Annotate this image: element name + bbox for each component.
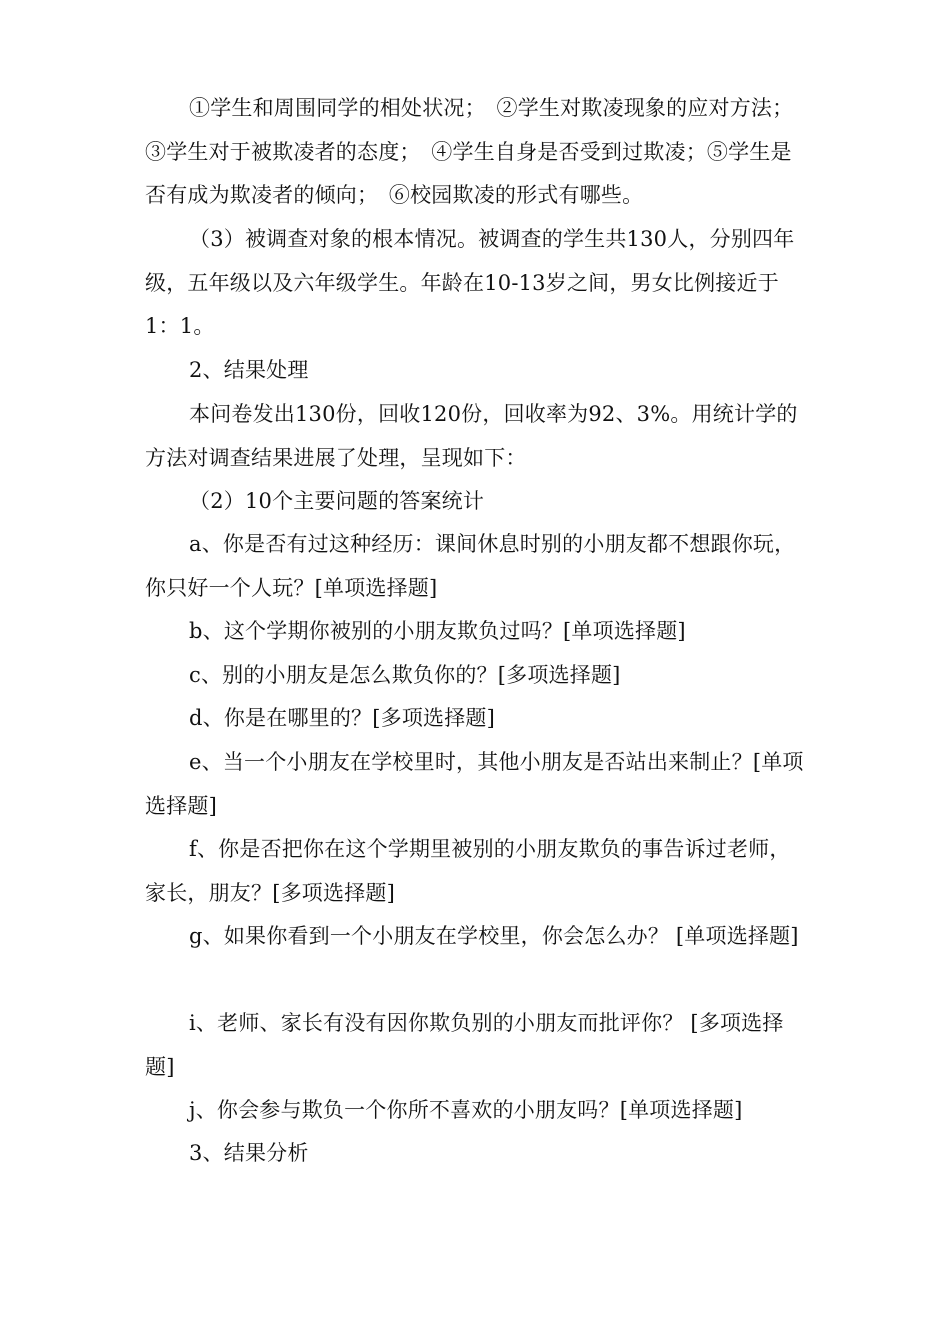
paragraph-survey-items: ①学生和周围同学的相处状况； ②学生对欺凌现象的应对方法； ③学生对于被欺凌者的态度； ④学生自身是否受到过欺凌；⑤学生是否有成为欺凌者的倾向； ⑥校园欺凌的形式有哪些。 — [145, 96, 805, 208]
paragraph-respondents: （3）被调查对象的根本情况。被调查的学生共130人，分别四年级，五年级以及六年级学生。年龄在10-13岁之间，男女比例接近于1：1。 — [145, 227, 795, 339]
heading-answer-statistics: （2）10个主要问题的答案统计 — [189, 489, 485, 513]
question-f: f、你是否把你在这个学期里被别的小朋友欺负的事告诉过老师，家长，朋友？[多项选择题] — [145, 837, 791, 905]
question-d: d、你是在哪里的？[多项选择题] — [189, 706, 496, 730]
heading-result-analysis: 3、结果分析 — [189, 1141, 309, 1165]
question-g: g、如果你看到一个小朋友在学校里，你会怎么办？ [单项选择题] — [189, 924, 799, 948]
paragraph-questionnaire-stats: 本问卷发出130份，回收120份，回收率为92、3%。用统计学的方法对调查结果进展了处理，呈现如下： — [145, 402, 798, 470]
question-i: i、老师、家长有没有因你欺负别的小朋友而批评你？ [多项选择题] — [145, 1011, 784, 1079]
question-a: a、你是否有过这种经历：课间休息时别的小朋友都不想跟你玩，你只好一个人玩？[单项选择题] — [145, 532, 796, 600]
heading-result-processing: 2、结果处理 — [189, 358, 309, 382]
question-b: b、这个学期你被别的小朋友欺负过吗？[单项选择题] — [189, 619, 686, 643]
question-j: j、你会参与欺负一个你所不喜欢的小朋友吗？[单项选择题] — [189, 1098, 743, 1122]
question-c: c、别的小朋友是怎么欺负你的？[多项选择题] — [189, 663, 621, 687]
question-e: e、当一个小朋友在学校里时，其他小朋友是否站出来制止？[单项选择题] — [145, 750, 804, 818]
